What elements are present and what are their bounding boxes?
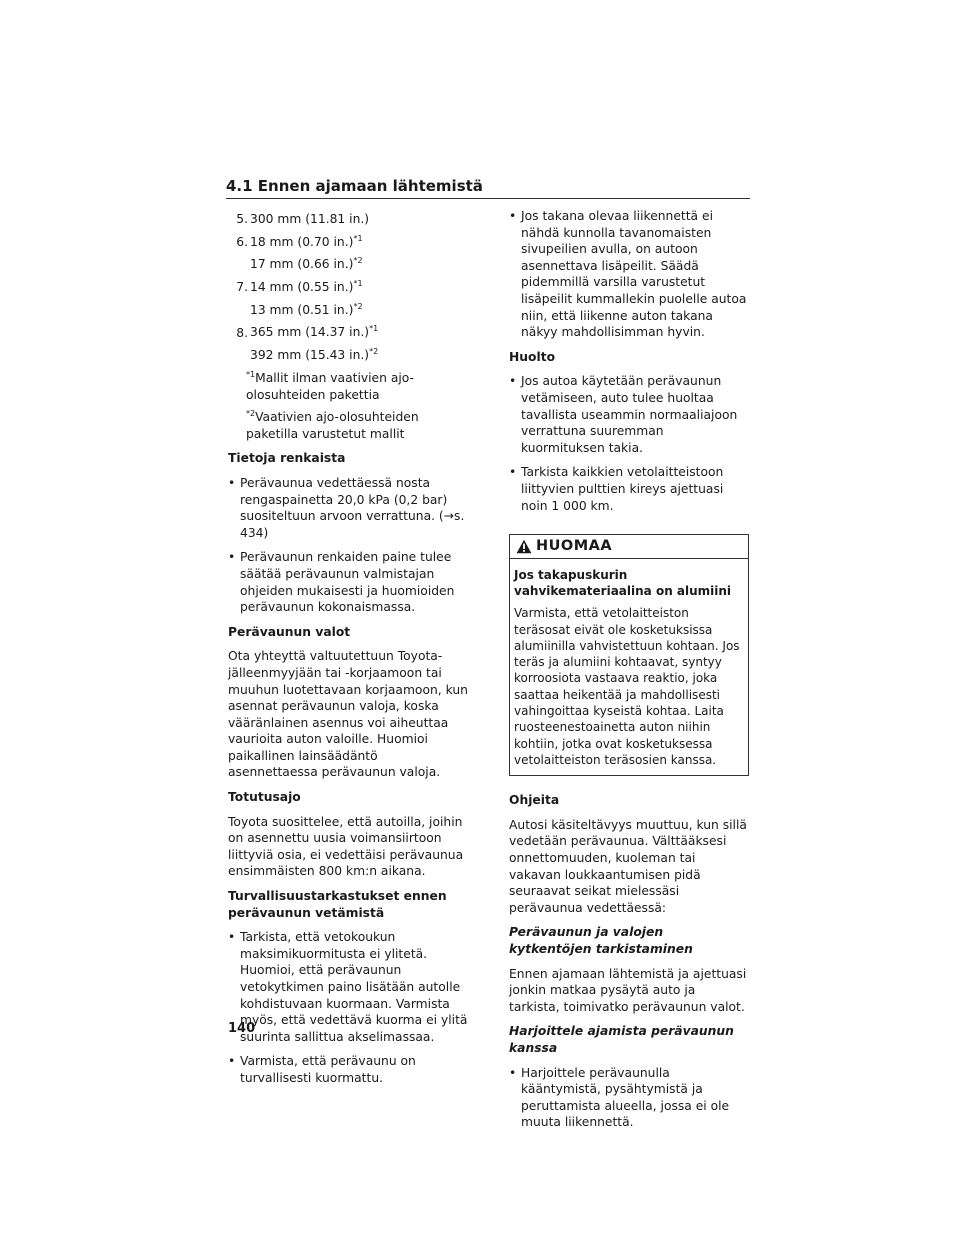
break-in-paragraph: Toyota suosittelee, että autoilla, joihin on asennettu uusia voimansiirtoon liittyviä osia, ei vedettäisi perävaunua ensimmäisten 800 km:n aikana. (228, 814, 464, 879)
list-item: • Jos autoa käytetään perävaunun vetämiseen, auto tulee huoltaa tavallista useammin normaaliajoon verrattuna suuremman kuormituksen takia. (509, 373, 749, 456)
break-in-heading: Totutusajo (228, 790, 301, 805)
practice-heading: Harjoittele ajamista perävaunun kanssa (509, 1024, 734, 1055)
maintenance-list (509, 373, 749, 514)
instructions-heading: Ohjeita (509, 793, 560, 808)
section-title: 4.1 Ennen ajamaan lähtemistä (226, 177, 483, 195)
spec-line: 7. 14 mm (0.55 in.)$^{*1}$ (236, 279, 363, 295)
spec-line: 8. 365 mm (14.37 in.)$^{*1}$ (236, 324, 379, 340)
caution-box (509, 534, 749, 776)
warning-triangle-icon (516, 539, 532, 554)
spec-line: 6. 18 mm (0.70 in.)$^{*1}$ (236, 233, 363, 249)
list-item: • Tarkista kaikkien vetolaitteistoon liittyvien pulttien kireys ajettuasi noin 1 000 km. (509, 464, 749, 514)
list-item: • Perävaunun renkaiden paine tulee säätää perävaunun valmistajan ohjeiden mukaisesti ja huomioiden perävaunun kokonaismassa. (228, 549, 468, 615)
header-divider (226, 198, 750, 199)
lights-paragraph: Ota yhteyttä valtuutettuun Toyota-jälleenmyyjään tai -korjaamoon tai muuhun luotettavaan korjaamoon, kun asennat perävaunun valoja, koska vääränlainen asennus voi aiheuttaa vaurioita auton valoille. Huomioi paikallinen lainsäädäntö asennettaessa perävaunun valoja. (228, 649, 468, 780)
check-paragraph: Ennen ajamaan lähtemistä ja ajettuasi jonkin matkaa pysäytä auto ja tarkista, toimivatko perävaunun valot. (509, 966, 747, 1014)
tires-list (228, 475, 468, 616)
instructions-paragraph: Autosi käsiteltävyys muuttuu, kun sillä vedetään perävaunua. Välttääksesi onnettomuuden, kuoleman tai vakavan loukkaantumisen pidä seuraavat seikat mielessäsi perävaunua vedettäessä: (509, 817, 747, 915)
safety-heading: Turvallisuustarkastukset ennen perävaunun vetämistä (228, 889, 447, 920)
page-number: 140 (228, 1021, 256, 1036)
caution-label: HUOMAA (536, 538, 613, 555)
list-item: • Harjoittele perävaunulla kääntymistä, pysähtymistä ja peruttamista alueella, jossa ei ole muuta liikennettä. (509, 1065, 749, 1131)
right-column (509, 208, 749, 1139)
spec-line: 17 mm (0.66 in.)$^{*2}$ (250, 256, 363, 272)
caution-header (510, 535, 748, 559)
list-item: • Varmista, että perävaunu on turvallisesti kuormattu. (228, 1053, 468, 1086)
check-heading: Perävaunun ja valojen kytkentöjen tarkistaminen (509, 925, 693, 956)
lights-heading: Perävaunun valot (228, 624, 351, 639)
tires-heading: Tietoja renkaista (228, 451, 346, 466)
caution-heading: Jos takapuskurin vahvikemateriaalina on alumiini (514, 567, 732, 598)
footnote: $^{*2}$Vaativien ajo-olosuhteiden paketilla varustetut mallit (246, 409, 419, 441)
practice-list (509, 1065, 749, 1131)
spec-line: 13 mm (0.51 in.)$^{*2}$ (250, 301, 363, 317)
left-column (228, 208, 468, 1095)
caution-text: Varmista, että vetolaitteiston teräsosat eivät ole kosketuksissa alumiinilla vahvistettuun kohtaan. Jos teräs ja alumiini kohtaavat, syntyy korroosiota vastaava reaktio, joka saattaa heikentää ja mahdollisesti vahingoittaa kyseistä kohtaa. Laita ruosteenestoainetta auton niihin kohtiin, jotka ovat kosketuksessa vetolaitteiston teräsosien kanssa. (514, 606, 740, 767)
caution-body (510, 559, 748, 776)
list-item: • Jos takana olevaa liikennettä ei nähdä kunnolla tavanomaisten sivupeilien avulla, on autoon asennettava lisäpeilit. Säädä pidemmillä varsilla varustetut lisäpeilit kummallekin puolelle autoa niin, että liikenne auton takana näkyy mahdollisimman hyvin. (509, 208, 749, 341)
list-item: • Tarkista, että vetokoukun maksimikuormitusta ei ylitetä. Huomioi, että perävaunun vetokytkimen paino lisätään autolle kohdistuvaan kuormaan. Varmista myös, että vedettävä kuorma ei ylitä suurinta sallittua akselimassaa. (228, 929, 468, 1045)
list-item: • Perävaunua vedettäessä nosta rengaspainetta 20,0 kPa (0,2 bar) suositeltuun arvoon verrattuna. (→s. 434) (228, 475, 468, 541)
spec-line: 5. 300 mm (11.81 in.) (236, 212, 370, 227)
mirror-list (509, 208, 749, 341)
maintenance-heading: Huolto (509, 349, 556, 364)
safety-list (228, 929, 468, 1086)
spec-line: 392 mm (15.43 in.)$^{*2}$ (250, 347, 379, 363)
footnotes (228, 367, 468, 443)
footnote: $^{*1}$Mallit ilman vaativien ajo-olosuhteiden pakettia (246, 369, 414, 402)
